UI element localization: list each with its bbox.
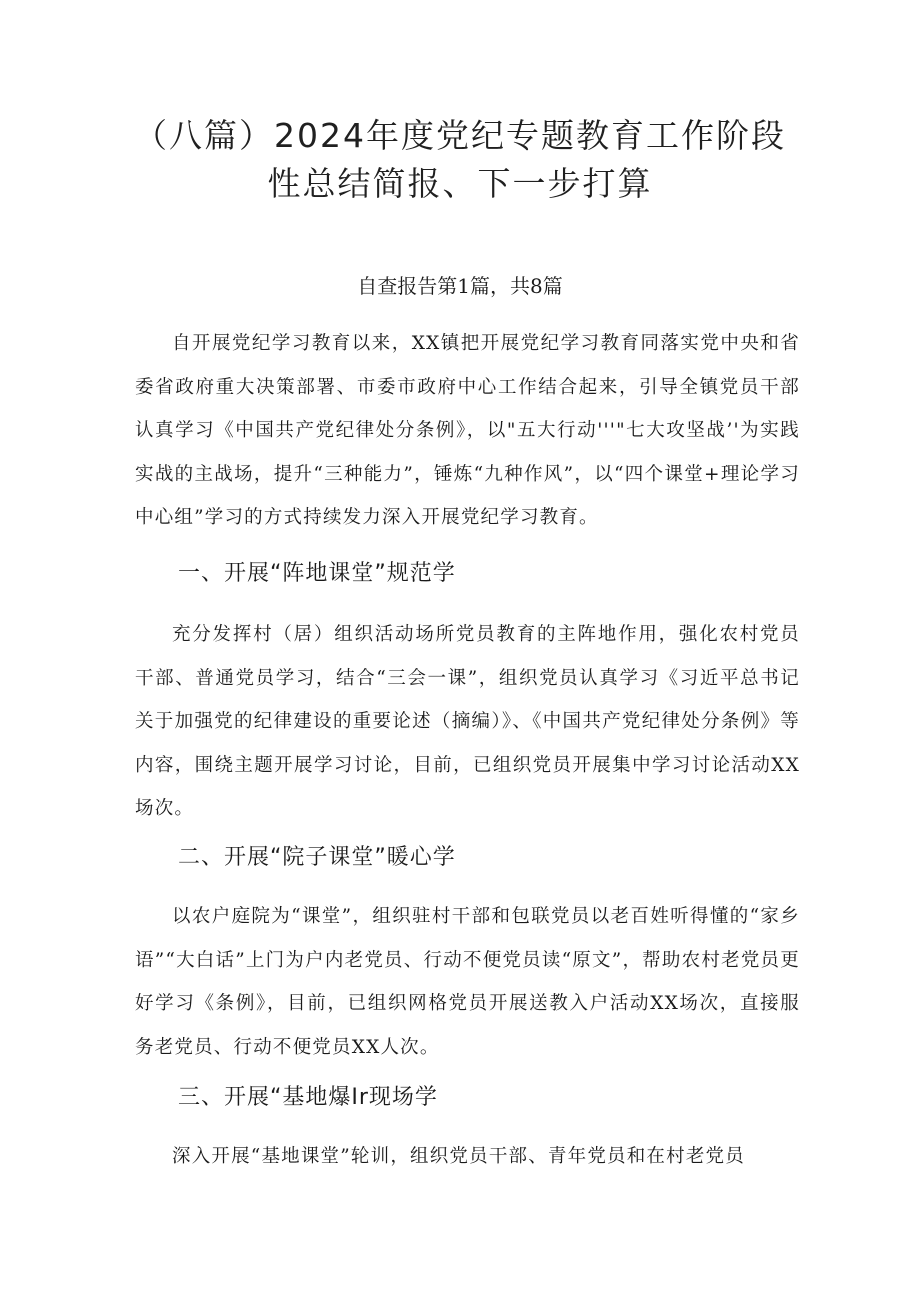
section-2-body: 以农户庭院为“课堂”，组织驻村干部和包联党员以老百姓听得懂的“家乡语”“大白话”上门为户内老党员、行动不便党员读“原文”，帮助农村老党员更好学习《条例》，目前，已组织网格党员开展送教入户活动XX场次，直接服务老党员、行动不便党员XX人次。 (135, 906, 800, 1058)
intro-paragraph: 自开展党纪学习教育以来，XX镇把开展党纪学习教育同落实党中央和省委省政府重大决策部署、市委市政府中心工作结合起来，引导全镇党员干部认真学习《中国共产党纪律处分条例》，以"五大行动'''"七大攻坚战’'为实践实战的主战场，提升“三种能力”，锤炼“九种作风”，以“四个课堂+理论学习中心组”学习的方式持续发力深入开展党纪学习教育。 (135, 333, 800, 528)
document-subtitle: 自查报告第1篇，共8篇 (357, 274, 563, 298)
document-title-line-1: （八篇）2024年度党纪专题教育工作阶段 (134, 116, 786, 155)
section-1-body: 充分发挥村（居）组织活动场所党员教育的主阵地作用，强化农村党员干部、普通党员学习，结合“三会一课”，组织党员认真学习《习近平总书记关于加强党的纪律建设的重要论述（摘编）》、《中国共产党纪律处分条例》等内容，围绕主题开展学习讨论，目前，已组织党员开展集中学习讨论活动XX场次。 (135, 624, 800, 819)
section-3-body: 深入开展“基地课堂”轮训，组织党员干部、青年党员和在村老党员 (172, 1146, 745, 1167)
section-3-heading: 三、开展“基地爆Ir现场学 (178, 1085, 438, 1110)
document-title-line-2: 性总结简报、下一步打算 (267, 164, 653, 203)
section-2-heading: 二、开展“院子课堂”暖心学 (178, 845, 456, 870)
section-1-heading: 一、开展“阵地课堂”规范学 (178, 561, 456, 586)
